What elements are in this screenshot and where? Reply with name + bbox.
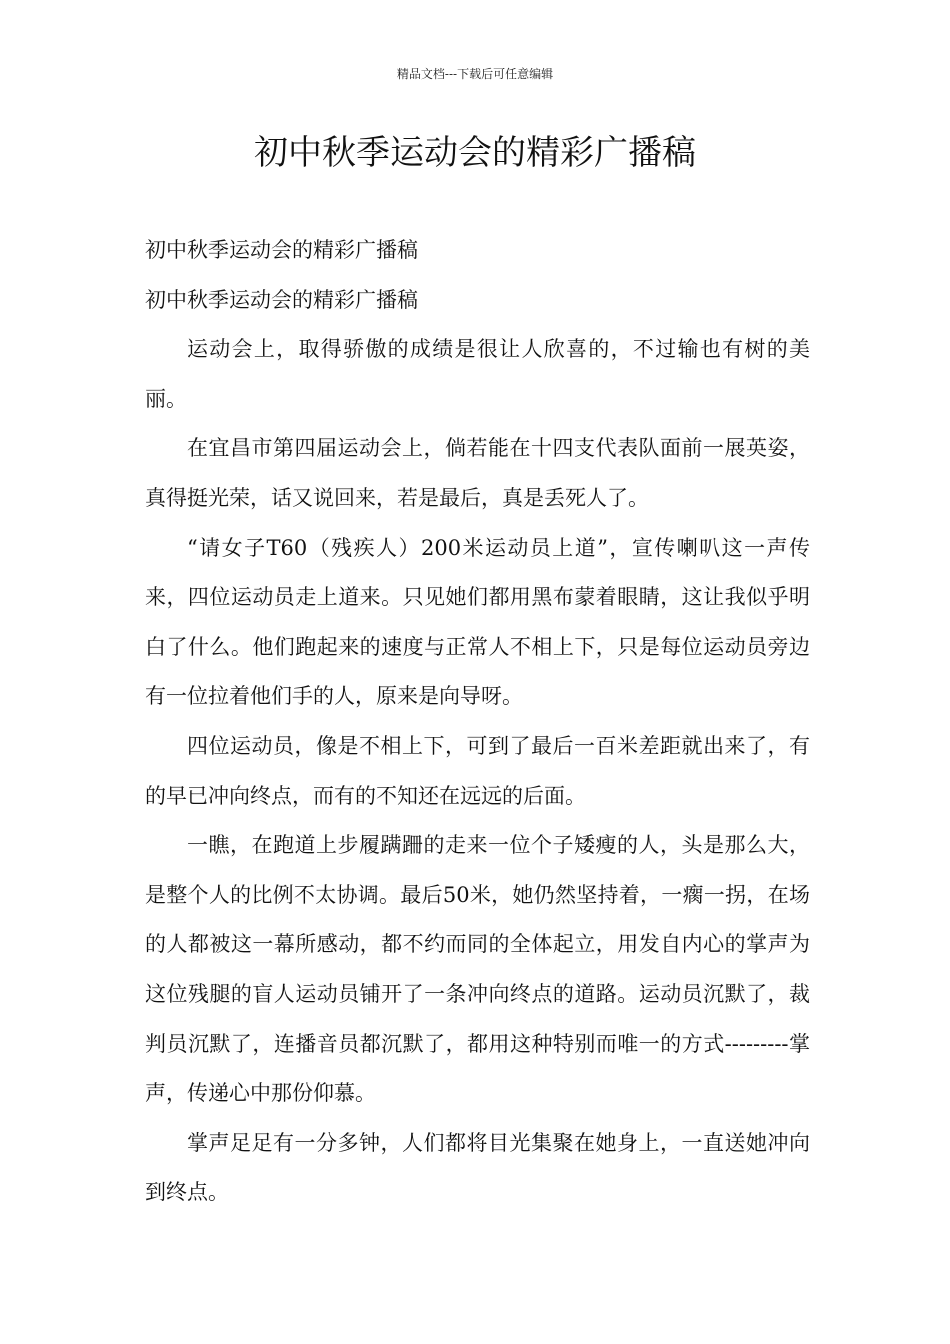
document-body bbox=[145, 226, 810, 1218]
paragraph: 运动会上，取得骄傲的成绩是很让人欣喜的，不过输也有树的美丽。 bbox=[145, 337, 810, 411]
paragraph: “请女子T60（残疾人）200米运动员上道”，宣传喇叭这一声传来，四位运动员走上道来。只见她们都用黑布蒙着眼睛，这让我似乎明白了什么。他们跑起来的速度与正常人不相上下，只是每位运动员旁边有一位拉着他们手的人，原来是向导呀。 bbox=[145, 535, 810, 709]
paragraph: 掌声足足有一分多钟，人们都将目光集聚在她身上，一直送她冲向到终点。 bbox=[145, 1130, 810, 1205]
subtitle-line: 初中秋季运动会的精彩广播稿 bbox=[145, 238, 418, 262]
header-note: 精品文档---下载后可任意编辑 bbox=[396, 67, 554, 81]
paragraph: 四位运动员，像是不相上下，可到了最后一百米差距就出来了，有的早已冲向终点，而有的不知还在远远的后面。 bbox=[145, 733, 810, 808]
paragraph: 在宜昌市第四届运动会上，倘若能在十四支代表队面前一展英姿，真得挺光荣，话又说回来，若是最后，真是丢死人了。 bbox=[145, 436, 810, 510]
document-title: 初中秋季运动会的精彩广播稿 bbox=[254, 133, 696, 173]
subtitle-line: 初中秋季运动会的精彩广播稿 bbox=[145, 287, 418, 312]
paragraph: 一瞧，在跑道上步履蹒跚的走来一位个子矮瘦的人，头是那么大，是整个人的比例不太协调。最后50米，她仍然坚持着，一瘸一拐，在场的人都被这一幕所感动，都不约而同的全体起立，用发自内心的掌声为这位残腿的盲人运动员铺开了一条冲向终点的道路。运动员沉默了，裁判员沉默了，连播音员都沉默了，都用这种特别而唯一的方式---------掌声，传递心中那份仰慕。 bbox=[145, 833, 810, 1106]
